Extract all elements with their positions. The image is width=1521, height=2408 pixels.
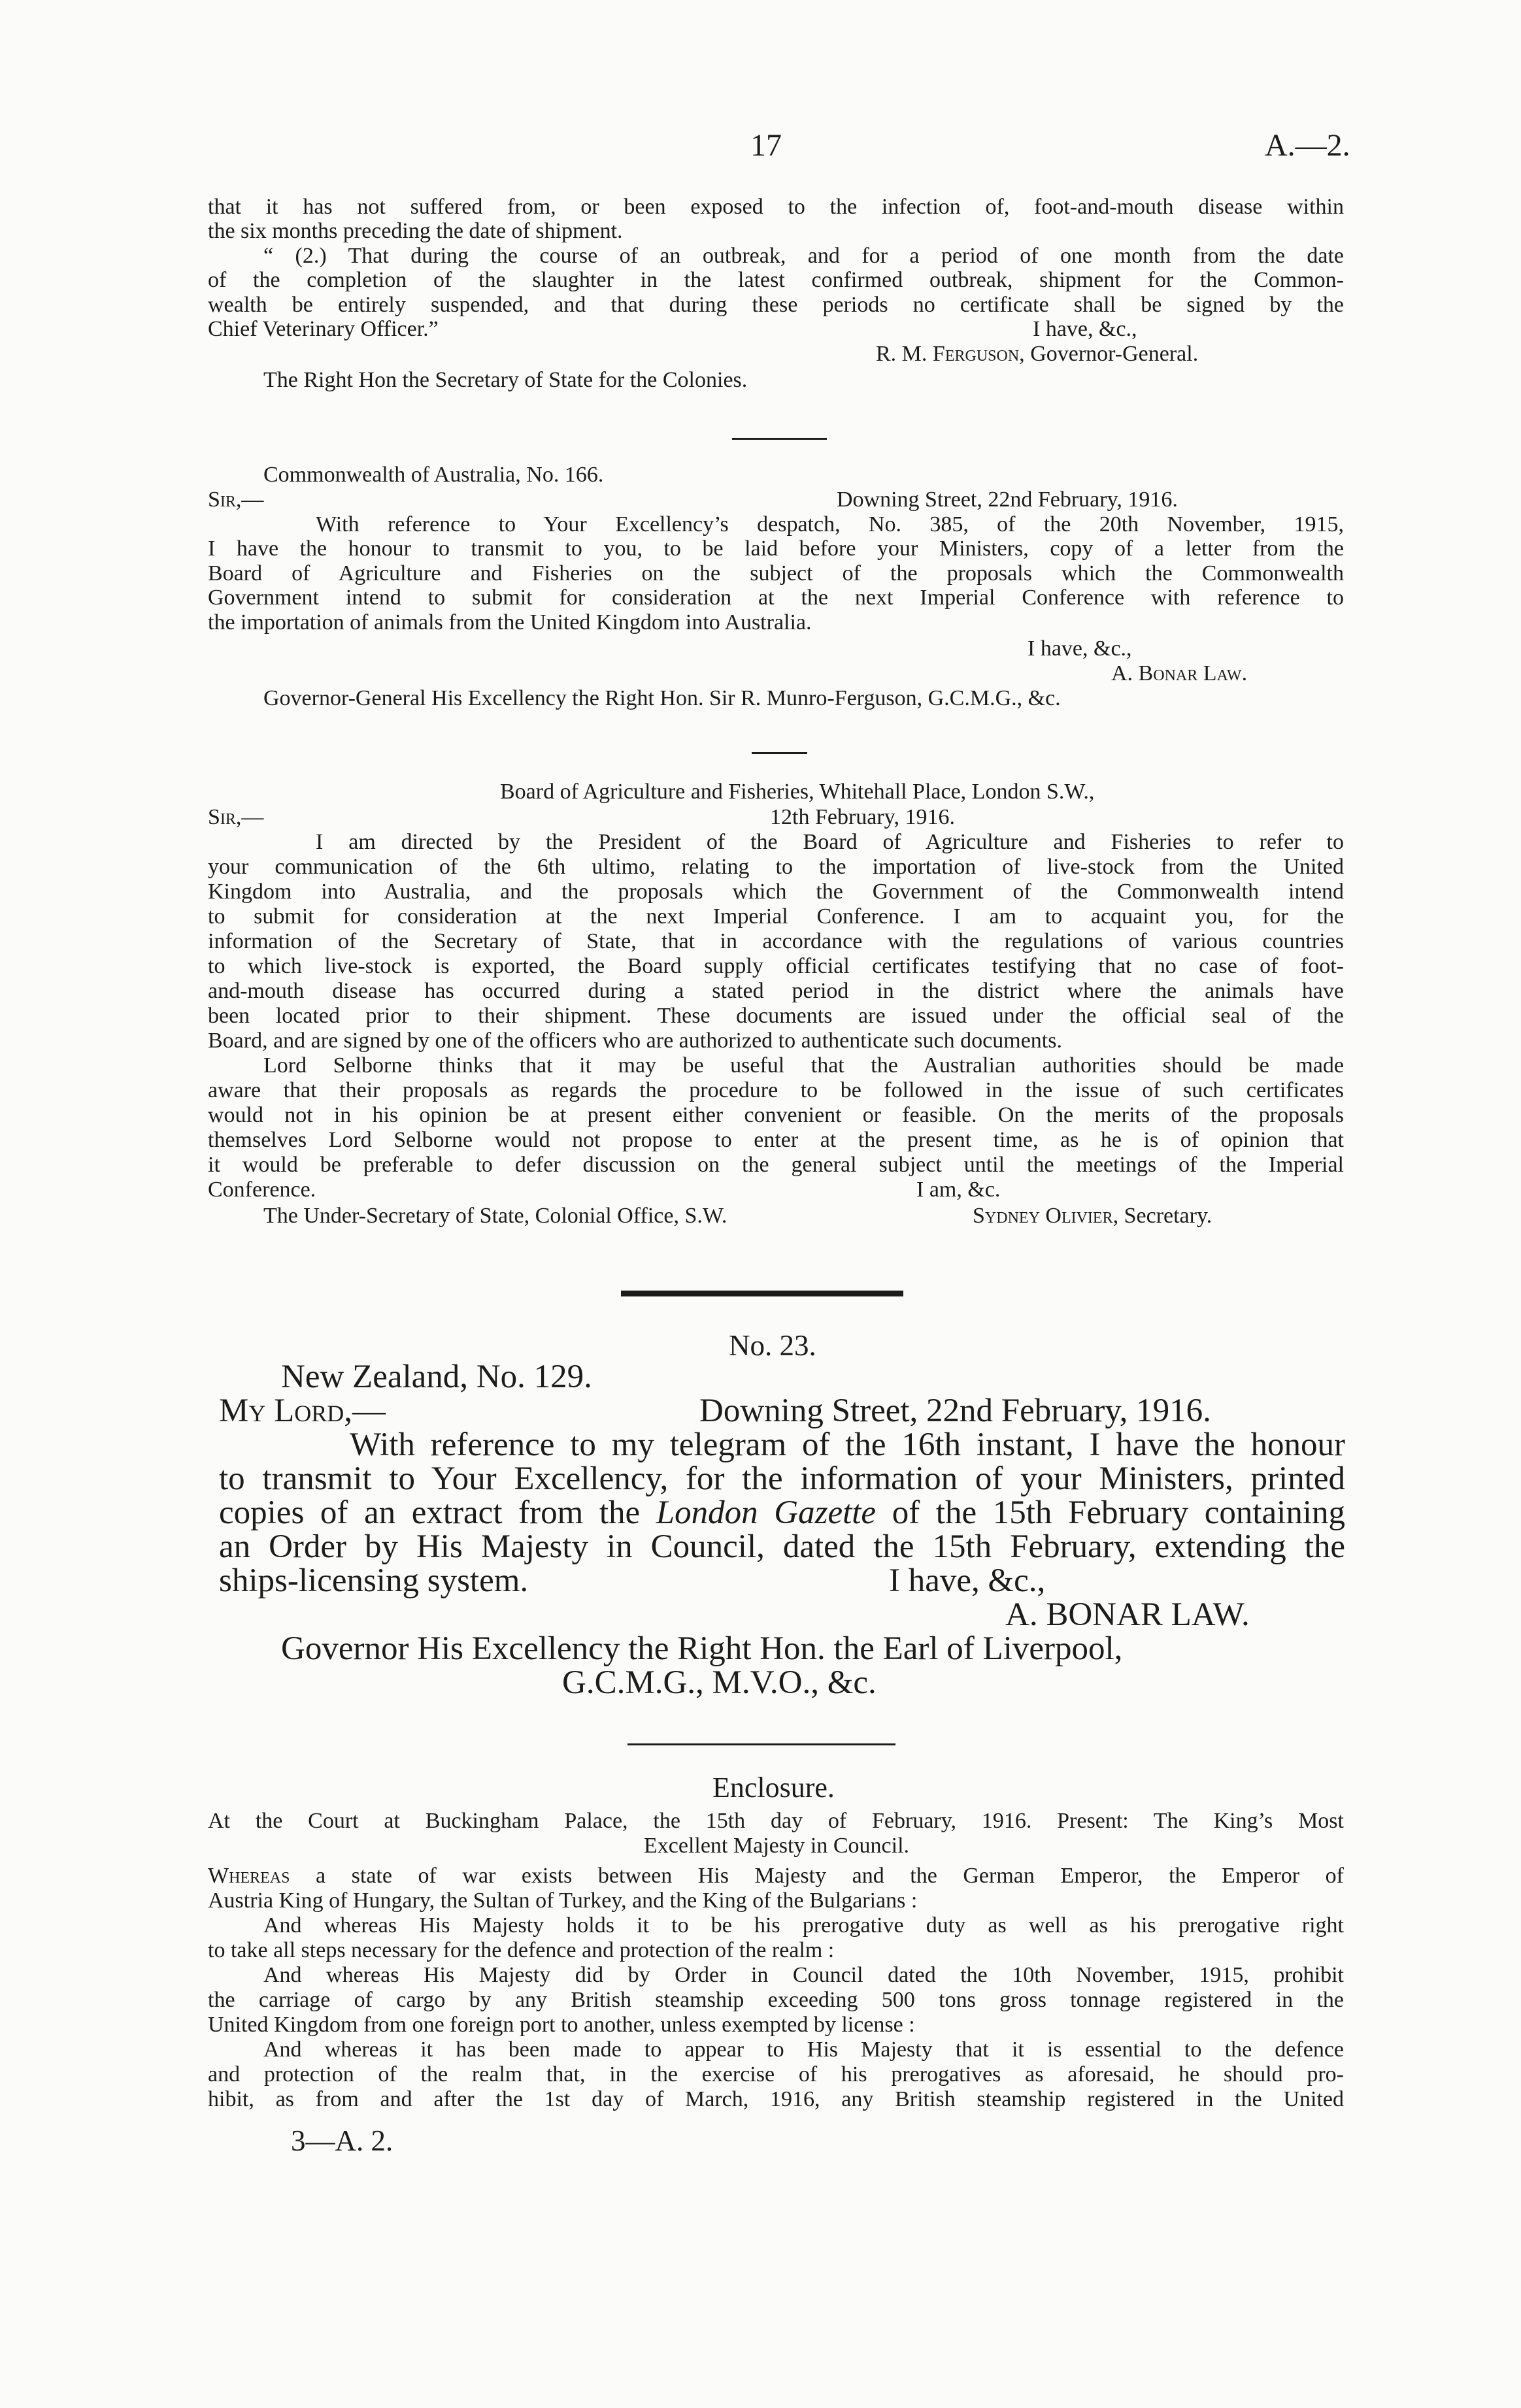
signer-title: Governor-General.	[1030, 342, 1199, 366]
text-fragment: of the 15th February containing	[892, 1494, 1346, 1531]
text-line: to submit for consideration at the next Imperial Conference. I am to acquaint you, for the	[208, 904, 1344, 929]
signer: A. BONAR LAW.	[1005, 1596, 1250, 1633]
text-line: Board of Agriculture and Fisheries on the subject of the proposals which the Commonwealth	[208, 561, 1344, 586]
signer-title: Secretary.	[1124, 1204, 1212, 1228]
text-line: Board, and are signed by one of the officers who are authorized to authenticate such documents.	[208, 1029, 1062, 1053]
text-line: Kingdom into Australia, and the proposals which the Government of the Commonwealth intend	[208, 880, 1344, 904]
addressee: Governor-General His Excellency the Right Hon. Sir R. Munro-Ferguson, G.C.M.G., &c.	[263, 686, 1061, 710]
text-fragment: a state of war exists between His Majesty and the German Emperor, the Emperor of	[316, 1864, 1345, 1888]
text-line: I am directed by the President of the Board of Agriculture and Fisheries to refer to	[316, 830, 1344, 854]
closing: I have, &c.,	[1033, 317, 1137, 341]
signer-name: Sydney Olivier,	[973, 1204, 1119, 1228]
signer-name: Ferguson,	[932, 342, 1025, 366]
whereas-lead: Whereas	[208, 1864, 290, 1888]
text-line: And whereas His Majesty did by Order in Council dated the 10th November, 1915, prohibit	[263, 1963, 1344, 1987]
text-line: themselves Lord Selborne would not propose to enter at the present time, as he is of opinion that	[208, 1128, 1344, 1152]
text-line: United Kingdom from one foreign port to another, unless exempted by license :	[208, 2013, 915, 2037]
text-line: And whereas His Majesty holds it to be his prerogative duty as well as his prerogative right	[263, 1913, 1344, 1938]
text-line: it would be preferable to defer discussion on the general subject until the meetings of the Imperial	[208, 1153, 1344, 1177]
salutation: Sir,—	[208, 487, 264, 512]
text-line: With reference to Your Excellency’s despatch, No. 385, of the 20th November, 1915,	[316, 512, 1344, 536]
place-date: Downing Street, 22nd February, 1916.	[837, 487, 1178, 512]
text-line: been located prior to their shipment. These documents are issued under the official seal of the	[208, 1004, 1344, 1028]
addressee: The Under-Secretary of State, Colonial Office, S.W.	[263, 1204, 727, 1228]
text-line: the carriage of cargo by any British steamship exceeding 500 tons gross tonnage registered in the	[208, 1988, 1344, 2012]
text-line: I have the honour to transmit to you, to be laid before your Ministers, copy of a letter from the	[208, 536, 1344, 561]
text-line	[208, 1864, 1344, 1888]
text-line: the six months preceding the date of shipment.	[208, 219, 623, 243]
thick-divider	[621, 1291, 903, 1296]
document-reference: A.—2.	[1265, 128, 1350, 163]
text-line: to which live-stock is exported, the Board supply official certificates testifying that no case of foot-	[208, 954, 1344, 978]
text-line: Conference.	[208, 1178, 316, 1202]
text-line: to transmit to Your Excellency, for the information of your Ministers, printed	[219, 1460, 1345, 1497]
text-line: aware that their proposals as regards the procedure to be followed in the issue of such certificates	[208, 1078, 1344, 1102]
text-line: Government intend to submit for consideration at the next Imperial Conference with reference to	[208, 586, 1344, 610]
letter-place: Board of Agriculture and Fisheries, Whitehall Place, London S.W.,	[500, 780, 1095, 804]
text-line: the importation of animals from the United Kingdom into Australia.	[208, 610, 812, 635]
page-number: 17	[750, 128, 782, 163]
text-line: of the completion of the slaughter in the latest confirmed outbreak, shipment for the Common-	[208, 268, 1344, 292]
closing: I have, &c.,	[889, 1562, 1046, 1599]
salutation: Sir,—	[208, 805, 264, 829]
text-line: and protection of the realm that, in the exercise of his prerogatives as aforesaid, he should pro-	[208, 2062, 1344, 2086]
text-line: And whereas it has been made to appear to His Majesty that it is essential to the defence	[263, 2037, 1344, 2062]
letter-heading: New Zealand, No. 129.	[281, 1359, 592, 1395]
text-line: to take all steps necessary for the defence and protection of the realm :	[208, 1938, 835, 1962]
signature-mark: 3—A. 2.	[291, 2124, 393, 2157]
text-line: ships-licensing system.	[219, 1562, 529, 1599]
text-line: “ (2.) That during the course of an outbreak, and for a period of one month from the date	[263, 244, 1344, 268]
text-line: your communication of the 6th ultimo, relating to the importation of live-stock from the United	[208, 855, 1344, 879]
text-line: wealth be entirely suspended, and that during these periods no certificate shall be signed by the	[208, 293, 1344, 317]
section-number: No. 23.	[729, 1329, 816, 1362]
text-line: information of the Secretary of State, that in accordance with the regulations of various countries	[208, 929, 1344, 953]
text-line: and-mouth disease has occurred during a stated period in the district where the animals have	[208, 979, 1344, 1003]
closing: I have, &c.,	[1028, 636, 1132, 661]
text-line	[219, 1495, 1345, 1530]
addressee-line: G.C.M.G., M.V.O., &c.	[562, 1664, 877, 1701]
text-line: Lord Selborne thinks that it may be useful that the Australian authorities should be made	[263, 1053, 1344, 1078]
text-line: hibit, as from and after the 1st day of March, 1916, any British steamship registered in the United	[208, 2087, 1344, 2111]
text-line: an Order by His Majesty in Council, dated the 15th February, extending the	[219, 1528, 1345, 1565]
signature-line	[973, 1204, 1212, 1229]
text-line: Excellent Majesty in Council.	[644, 1834, 910, 1858]
divider	[627, 1743, 895, 1745]
letter-date: 12th February, 1916.	[770, 805, 955, 829]
publication-title: London Gazette	[656, 1494, 877, 1531]
signature-line	[876, 342, 1198, 367]
text-fragment: copies of an extract from the	[219, 1494, 641, 1531]
enclosure-title: Enclosure.	[712, 1772, 835, 1804]
text-line: Austria King of Hungary, the Sultan of Turkey, and the King of the Bulgarians :	[208, 1888, 918, 1913]
signer-initials: R. M.	[876, 342, 928, 366]
place-date: Downing Street, 22nd February, 1916.	[699, 1393, 1211, 1429]
addressee: The Right Hon the Secretary of State for the Colonies.	[263, 368, 748, 392]
text-line: would not in his opinion be at present either convenient or feasible. On the merits of the proposals	[208, 1103, 1344, 1127]
letter-heading: Commonwealth of Australia, No. 166.	[263, 463, 604, 487]
salutation: My Lord,—	[219, 1393, 386, 1429]
closing: I am, &c.	[916, 1178, 1001, 1202]
addressee-line: Governor His Excellency the Right Hon. the Earl of Liverpool,	[281, 1630, 1123, 1667]
text-line: With reference to my telegram of the 16th instant, I have the honour	[350, 1427, 1345, 1463]
text-line: At the Court at Buckingham Palace, the 15th day of February, 1916. Present: The King’s Most	[208, 1809, 1344, 1833]
text-line: that it has not suffered from, or been exposed to the infection of, foot-and-mouth disease within	[208, 195, 1344, 219]
divider	[752, 752, 807, 754]
signer: A. Bonar Law.	[1111, 661, 1248, 685]
divider	[732, 438, 827, 440]
text-line: Chief Veterinary Officer.”	[208, 317, 439, 341]
